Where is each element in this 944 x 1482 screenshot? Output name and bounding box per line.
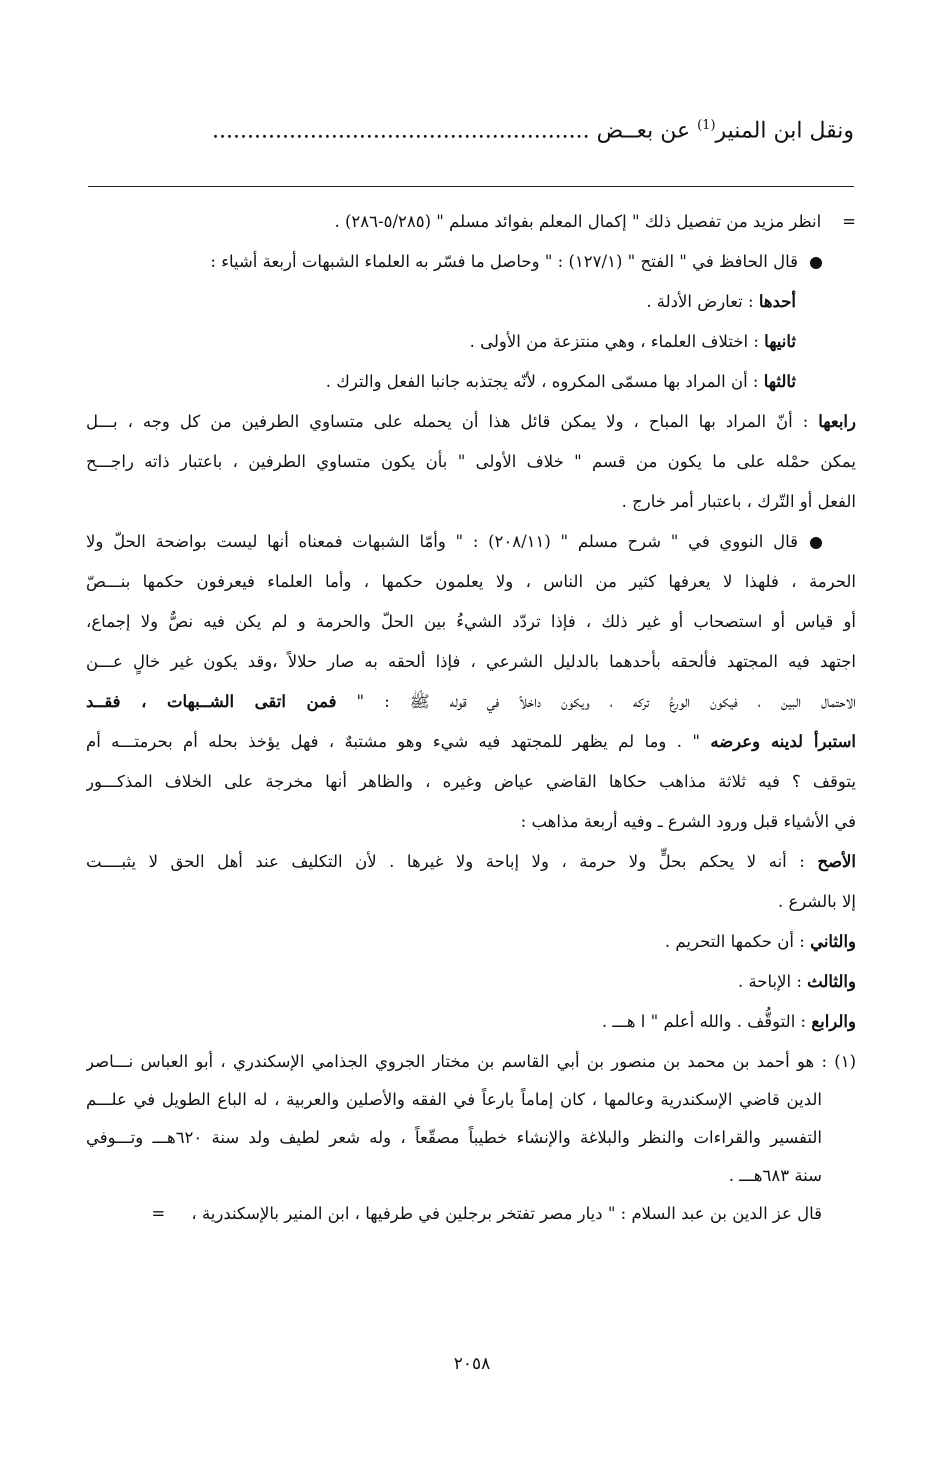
opinion-lead: الأصح <box>817 852 856 871</box>
nawawi-line-5 <box>86 684 856 724</box>
main-text <box>86 204 856 1234</box>
opinion-3 <box>86 964 856 1004</box>
opinion-text: : التوقُّف . والله أعلم " ا هـــ . <box>601 1012 812 1031</box>
nawawi-line-8: في الأشياء قبل ورود الشرع ـ وفيه أربعة مذاهب : <box>520 812 856 831</box>
continuation-text: انظر مزيد من تفصيل ذلك " إكمال المعلم بفوائد مسلم " (٥/٢٨٥-٢٨٦) . <box>334 212 822 231</box>
footnote-line-5 <box>86 1196 856 1234</box>
footnote-line-1 <box>86 1044 856 1082</box>
nawawi-text: قال النووي في " شرح مسلم " (٢٠٨/١١) : " وأمّا الشبهات فمعناه أنها ليست بواضحة الحلّ ولا <box>86 532 798 551</box>
nawawi-text: الاحتمال البين ، فيكون الورعُ تركه ، ويكون داخلاً في قوله ﷺ : " <box>336 692 856 711</box>
item-text: : اختلاف العلماء ، وهي منتزعة من الأولى . <box>469 332 765 351</box>
footnote-reference[interactable]: (1) <box>697 118 716 133</box>
opinion-text: : أنه لا يحكم بحلٍّ ولا حرمة ، ولا إباحة ولا غيرها . لأن التكليف عند أهل الحق لا يثبــــت <box>86 852 818 871</box>
header-text-after: عن بعــض ...................................................... <box>212 118 698 144</box>
opinion-text: : الإباحة . <box>737 972 808 991</box>
footnote-text: هو أحمد بن محمد بن منصور بن أبي القاسم بن مختار الجروي الجذامي الإسكندري ، أبو العباس نـــاصر <box>86 1052 822 1071</box>
opinion-lead: والثاني <box>810 932 856 951</box>
footnote-text: قال عز الدين بن عبد السلام : " ديار مصر تفتخر برجلين في طرفيها ، ابن المنير بالإسكندرية ، <box>191 1204 822 1223</box>
fath-item-3 <box>86 364 856 404</box>
opinion-1-line-1 <box>86 844 856 884</box>
fath-item-1 <box>86 284 856 324</box>
nawawi-line-3: أو قياس أو استصحاب أو غير ذلك ، فإذا تردّد الشيءُ بين الحلّ والحرمة و لم يكن فيه نصٌّ ولا إجماع، <box>86 612 856 631</box>
nawawi-line-7: يتوقف ؟ فيه ثلاثة مذاهب حكاها القاضي عياض وغيره ، والظاهر أنها مخرجة على الخلاف المذكـــور <box>86 772 856 791</box>
fath-item-2 <box>86 324 856 364</box>
fath-item-4-line-3: الفعل أو التّرك ، باعتبار أمر خارج . <box>621 492 856 511</box>
opinion-lead: والرابع <box>811 1012 856 1031</box>
continuation-marker: = <box>842 212 856 231</box>
fath-intro <box>86 244 856 284</box>
opinion-lead: والثالث <box>807 972 856 991</box>
item-text: : تعارض الأدلة . <box>646 292 759 311</box>
page-header <box>84 118 854 143</box>
hadith-quote: فمن اتقى الشــبهات ، فقــد <box>86 692 337 711</box>
item-lead: رابعها <box>818 412 856 431</box>
opinion-1-line-2: إلا بالشرع . <box>777 892 856 911</box>
fath-item-4-line-2: يمكن حمْله على ما يكون من قسم " خلاف الأولى " بأن يكون متساوي الطرفين ، باعتبار ذاته راجـــح <box>86 452 856 471</box>
footnote-marker: (١) : <box>821 1052 856 1071</box>
item-lead: ثانيها <box>764 332 796 351</box>
item-lead: أحدها <box>758 292 796 311</box>
footnote-line-4: سنة ٦٨٣هـــ . <box>728 1166 822 1185</box>
footnote-line-2: الدين قاضي الإسكندرية وعالمها ، كان إماماً بارعاً في الفقه والأصلين والعربية ، له الباع الطويل في علـــم <box>86 1090 822 1109</box>
item-text: : أن المراد بها مسمّى المكروه ، لأنّه يجتذبه جانبا الفعل والترك . <box>325 372 764 391</box>
header-rule <box>88 186 854 187</box>
hadith-quote: استبرأ لدينه وعرضه <box>710 732 856 751</box>
fath-item-4-line-1 <box>86 404 856 444</box>
nawawi-line-4: اجتهد فيه المجتهد فألحقه بأحدهما بالدليل الشرعي ، فإذا ألحقه به صار حلالاً ،وقد يكون غير خالٍ عـــن <box>86 652 856 671</box>
page-number: ٢٠٥٨ <box>453 1354 491 1374</box>
opinion-text: : أن حكمها التحريم . <box>664 932 811 951</box>
footnote-line-3: التفسير والقراءات والنظر والبلاغة والإنشاء خطيباً مصقّعاً ، وله شعر لطيف ولد سنة ٦٢٠هـــ وتـــوفي <box>86 1128 822 1147</box>
footnote <box>86 1044 856 1234</box>
item-lead: ثالثها <box>763 372 796 391</box>
continuation-marker: = <box>151 1204 166 1223</box>
fath-intro-text: قال الحافظ في " الفتح " (١٢٧/١) : " وحاصل ما فسّر به العلماء الشبهات أربعة أشياء : <box>210 252 798 271</box>
nawawi-line-2: الحرمة ، فلهذا لا يعرفها كثير من الناس ، ولا يعلمون حكمها ، وأما العلماء فيعرفون حكمها بنـــصّ <box>86 572 856 591</box>
opinion-4 <box>86 1004 856 1044</box>
item-text: : أنّ المراد بها المباح ، ولا يمكن قائل هذا أن يحمله على متساوي الطرفين من كل وجه ، بـــل <box>86 412 819 431</box>
continuation-line <box>86 204 856 244</box>
opinion-2 <box>86 924 856 964</box>
header-text: ونقل ابن المنير <box>715 118 854 144</box>
nawawi-line-6 <box>86 724 856 764</box>
bullet-icon <box>810 537 822 549</box>
nawawi-text: " . وما لم يظهر للمجتهد فيه شيء وهو مشتبهٌ ، فهل يؤخذ بحله أم بحرمتـــه أم <box>86 732 711 751</box>
bullet-icon <box>810 257 822 269</box>
nawawi-line-1 <box>86 524 856 564</box>
